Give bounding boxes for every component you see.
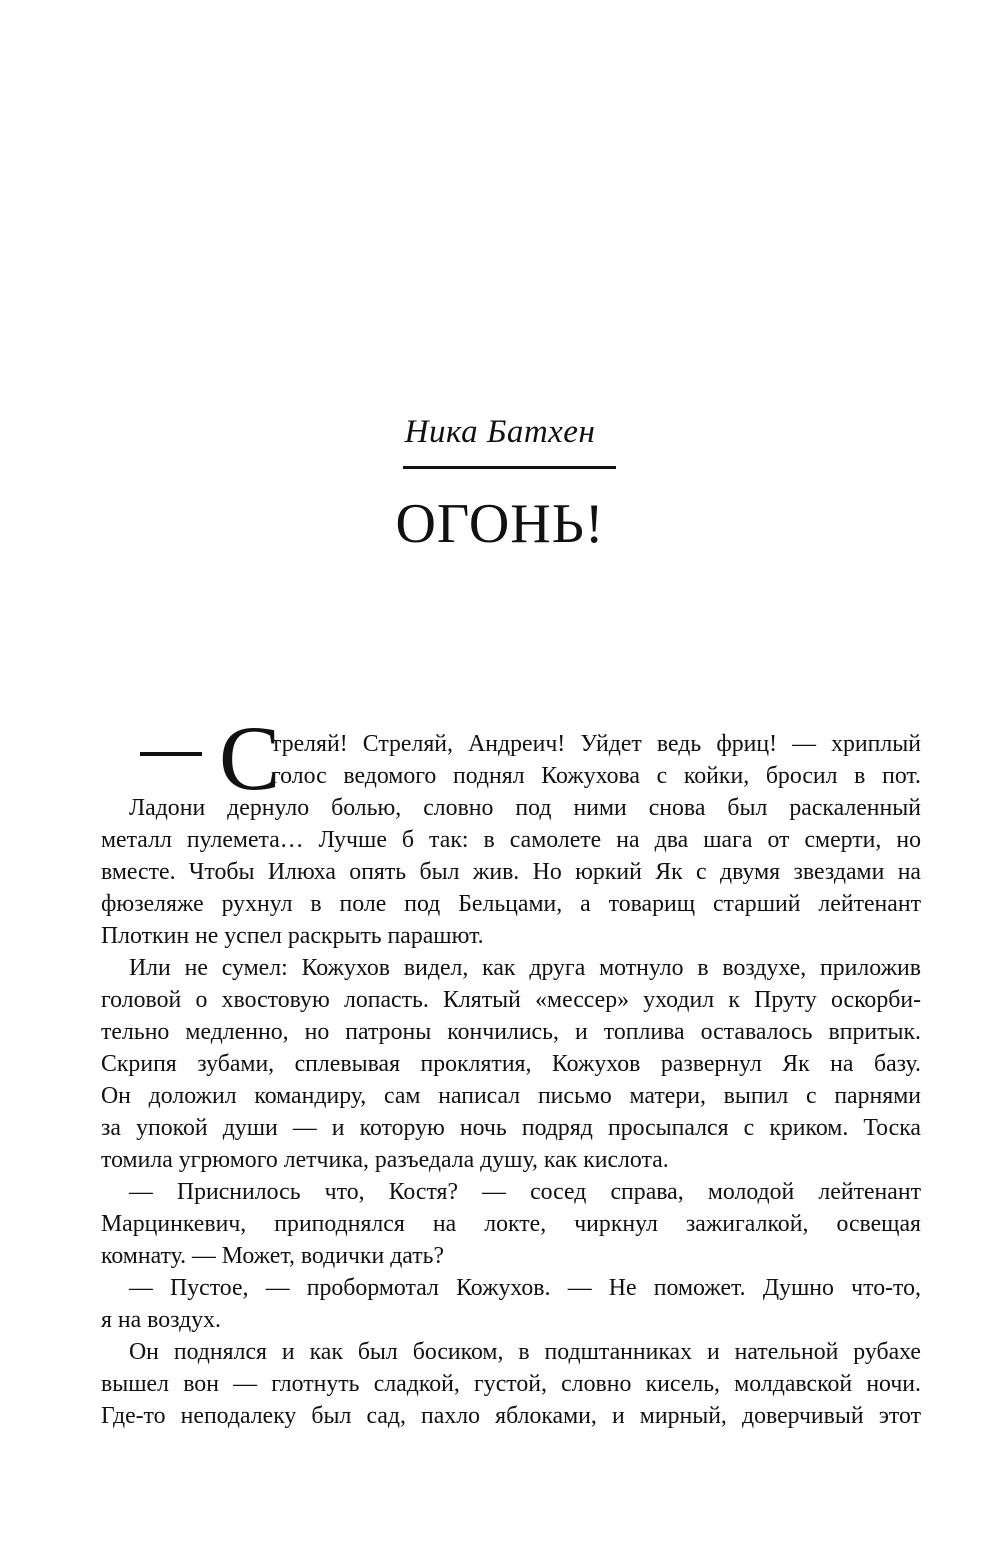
text-line: Ладони дернуло болью, словно под ними снова был раскаленный	[129, 795, 921, 821]
text-line: тельно медленно, но патроны кончились, и топлива оставалось впритык.	[101, 1019, 921, 1045]
text-line: за упокой души — и которую ночь подряд просыпался с криком. Тоска	[101, 1115, 921, 1141]
text-line: вместе. Чтобы Илюха опять был жив. Но юркий Як с двумя звездами на	[101, 859, 921, 885]
text-line: металл пулемета… Лучше б так: в самолете на два шага от смерти, но	[101, 827, 921, 853]
text-line: Или не сумел: Кожухов видел, как друга мотнуло в воздухе, приложив	[129, 955, 921, 981]
text-line: Марцинкевич, приподнялся на локте, чиркнул зажигалкой, освещая	[101, 1211, 921, 1237]
story-text	[101, 707, 921, 1432]
drop-cap: С	[219, 707, 281, 809]
text-line: — Приснилось что, Костя? — сосед справа, молодой лейтенант	[129, 1179, 921, 1205]
text-line: Плоткин не успел раскрыть парашют.	[101, 923, 484, 949]
text-line: Скрипя зубами, сплевывая проклятия, Кожухов развернул Як на базу.	[101, 1051, 921, 1077]
text-line: — Пустое, — пробормотал Кожухов. — Не поможет. Душно что-то,	[129, 1275, 921, 1301]
text-line: Он доложил командиру, сам написал письмо матери, выпил с парнями	[101, 1083, 921, 1109]
chapter-title: ОГОНЬ!	[395, 493, 605, 555]
text-line: я на воздух.	[101, 1307, 221, 1333]
opening-dash	[140, 752, 202, 756]
text-line: треляй! Стреляй, Андреич! Уйдет ведь фриц! — хриплый	[271, 731, 921, 757]
author-name: Ника Батхен	[404, 414, 596, 450]
title-divider	[403, 466, 616, 469]
text-line: томила угрюмого летчика, разъедала душу, как кислота.	[101, 1147, 669, 1173]
text-line: вышел вон — глотнуть сладкой, густой, словно кисель, молдавской ночи.	[101, 1371, 921, 1397]
text-line: комнату. — Может, водички дать?	[101, 1243, 445, 1269]
text-line: фюзеляже рухнул в поле под Бельцами, а товарищ старший лейтенант	[101, 891, 921, 917]
text-line: головой о хвостовую лопасть. Клятый «мессер» уходил к Пруту оскорби-	[101, 987, 921, 1013]
text-line: голос ведомого поднял Кожухова с койки, бросил в пот.	[271, 763, 921, 789]
text-line: Где-то неподалеку был сад, пахло яблоками, и мирный, доверчивый этот	[101, 1403, 921, 1429]
text-line: Он поднялся и как был босиком, в подштанниках и нательной рубахе	[129, 1339, 921, 1365]
